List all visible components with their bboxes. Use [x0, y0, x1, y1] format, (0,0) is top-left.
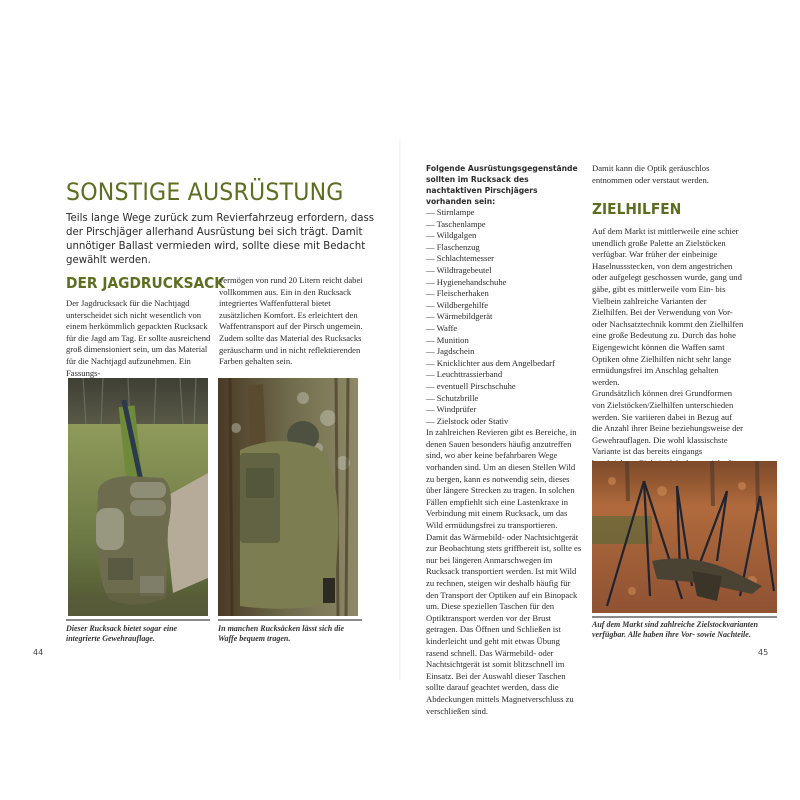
section-title-jagdrucksack: DER JAGDRUCKSACK	[66, 274, 226, 292]
photo-caption-backpack: Dieser Rucksack bietet sogar eine integrierte Gewehrauflage.	[66, 624, 178, 643]
caption-rule	[66, 619, 210, 621]
section-title-zielhilfen: ZIELHILFEN	[592, 200, 682, 218]
equipment-item: — Wildgalgen	[426, 230, 582, 242]
equipment-item: — Taschenlampe	[426, 219, 582, 231]
shooting-sticks-photo-illustration	[592, 461, 777, 613]
right-column-2-top-text: Damit kann die Optik geräuschlos entnommen oder verstaut werden.	[592, 163, 710, 185]
equipment-item: — Fleischerhaken	[426, 288, 582, 300]
photo-caption-hunter: In manchen Rucksäcken lässt sich die Waffe bequem tragen.	[218, 624, 345, 643]
photo-shooting-sticks	[592, 461, 777, 613]
equipment-item: — Leuchttrassierband	[426, 369, 582, 381]
paragraph-zielhilfen-intro: Auf dem Markt ist mittlerweile eine schier unendlich große Palette an Zielstöcken verfügbar. War früher der einbeinige Haselnussstecken, von dem angestrichen oder aufgelegt geschossen wurde, gang und gäbe, gibt es mittlerweile vom Ein- bis Vielbein zahlreiche Varianten der Zielhilfen. Bei der Verwendung von Vor- oder Nachsatztechnik kommt den Zielhilfen eine große Bedeutung zu. Durch das hohe Eigengewicht können die Waffen samt Optiken ohne Zielhilfen nicht sehr lange ermüdungsfrei im Anschlag gehalten werden.	[592, 226, 744, 387]
backpack-photo-illustration	[68, 378, 208, 616]
paragraph-binopack: Damit das Wärmebild- oder Nachtsichtgerät zur Beobachtung stets griffbereit ist, sollte es nur bei längeren Anmarschwegen im Rucksack transportiert werden. Ist mit Wild zu rechnen, steigen wir deshalb häufig für den Transport der Optiken auf ein Binopack um. Diese speziellen Taschen für den Optiktransport werden vor der Brust getragen. Das Öffnen und Schließen ist kinderleicht und geht mit etwas Übung rasend schnell. Das Wärmebild- oder Nachtsichtgerät ist somit blitzschnell im Einsatz. Bei der Auswahl dieser Taschen sollte darauf geachtet werden, dass die Abdeckungen mittels Magnetverschluss zu verschließen sind.	[426, 531, 582, 716]
page-number-right: 45	[758, 648, 769, 657]
equipment-item: — Flaschenzug	[426, 242, 582, 254]
hunter-photo-illustration	[218, 378, 358, 616]
equipment-list-heading: Folgende Ausrüstungsgegenstände sollten im Rucksack des nachtaktiven Pirschjägers vorhanden sein:	[426, 164, 578, 206]
page-number-left: 44	[33, 648, 44, 657]
equipment-item: — Wildbergehilfe	[426, 300, 582, 312]
equipment-item: — Schlachtemesser	[426, 253, 582, 265]
equipment-item: — Zielstock oder Stativ	[426, 416, 582, 428]
right-column-2-text	[592, 226, 744, 493]
intro-paragraph: Teils lange Wege zurück zum Revierfahrzeug erfordern, dass der Pirschjäger allerhand Ausrüstung bei sich trägt. Damit unnötiger Ballast vermieden wird, sollte diese mit Bedacht gewählt werden.	[66, 213, 375, 266]
book-gutter	[399, 140, 401, 680]
paragraph-grundformen: Grundsätzlich können drei Grundformen von Zielstöcken/Zielhilfen unterschieden werden. Sie variieren dabei in Bezug auf die Anzahl ihrer Beine beziehungsweise der Gewehrauflagen. Die wohl klassischste Variante ist das bereits eingangs	[592, 388, 744, 457]
photo-backpack-rifle-rest	[68, 378, 208, 616]
equipment-item: — Waffe	[426, 323, 582, 335]
paragraph-lastenkraxe: In zahlreichen Revieren gibt es Bereiche, in denen Sauen besonders häufig anzutreffen sind, wo aber keine befahrbaren Wege vorhanden sind. Um an diesen Stellen Wild zu bergen, kann es notwendig sein, dieses über längere Strecken zu tragen. In solchen Fällen empfiehlt sich eine Lastenkraxe in Verbindung mit einem Rucksack, um das Wild ermüdungsfrei zu transportieren.	[426, 427, 577, 531]
right-column-1	[426, 163, 582, 717]
photo-caption-shooting-sticks: Auf dem Markt sind zahlreiche Zielstockvarianten verfügbar. Alle haben ihre Vor- sowie Nachteile.	[592, 620, 759, 639]
equipment-list	[426, 207, 582, 427]
left-column-1-text: Der Jagdrucksack für die Nachtjagd unterscheidet sich nicht wesentlich von einem herkömmlich gepackten Rucksack für die Jagd am Tag. Er sollte ausreichend groß dimensioniert sein, um das Material für die Nachtjagd aufzunehmen. Ein Fassungs-	[66, 298, 211, 378]
left-column-2-text: vermögen von rund 20 Litern reicht dabei vollkommen aus. Ein in den Rucksack integriertes Waffenfutteral bietet zusätzlichen Komfort. Es erleichtert den Waffentransport auf der Pirsch ungemein. Zudem sollte das Material des Rucksacks geräuscharm und in nicht reflektierenden Farben gehalten sein.	[219, 275, 363, 367]
equipment-item: — Stirnlampe	[426, 207, 582, 219]
photo-hunter-backpack	[218, 378, 358, 616]
equipment-item: — Hygienehandschuhe	[426, 277, 582, 289]
equipment-item: — eventuell Pirschschuhe	[426, 381, 582, 393]
equipment-item: — Schutzbrille	[426, 393, 582, 405]
caption-rule	[218, 619, 362, 621]
equipment-item: — Knicklichter aus dem Angelbedarf	[426, 358, 582, 370]
equipment-item: — Wildtragebeutel	[426, 265, 582, 277]
caption-rule	[592, 616, 777, 618]
equipment-item: — Jagdschein	[426, 346, 582, 358]
equipment-item: — Munition	[426, 335, 582, 347]
page-title: SONSTIGE AUSRÜSTUNG	[66, 178, 344, 206]
equipment-item: — Windprüfer	[426, 404, 582, 416]
equipment-item: — Wärmebildgerät	[426, 311, 582, 323]
